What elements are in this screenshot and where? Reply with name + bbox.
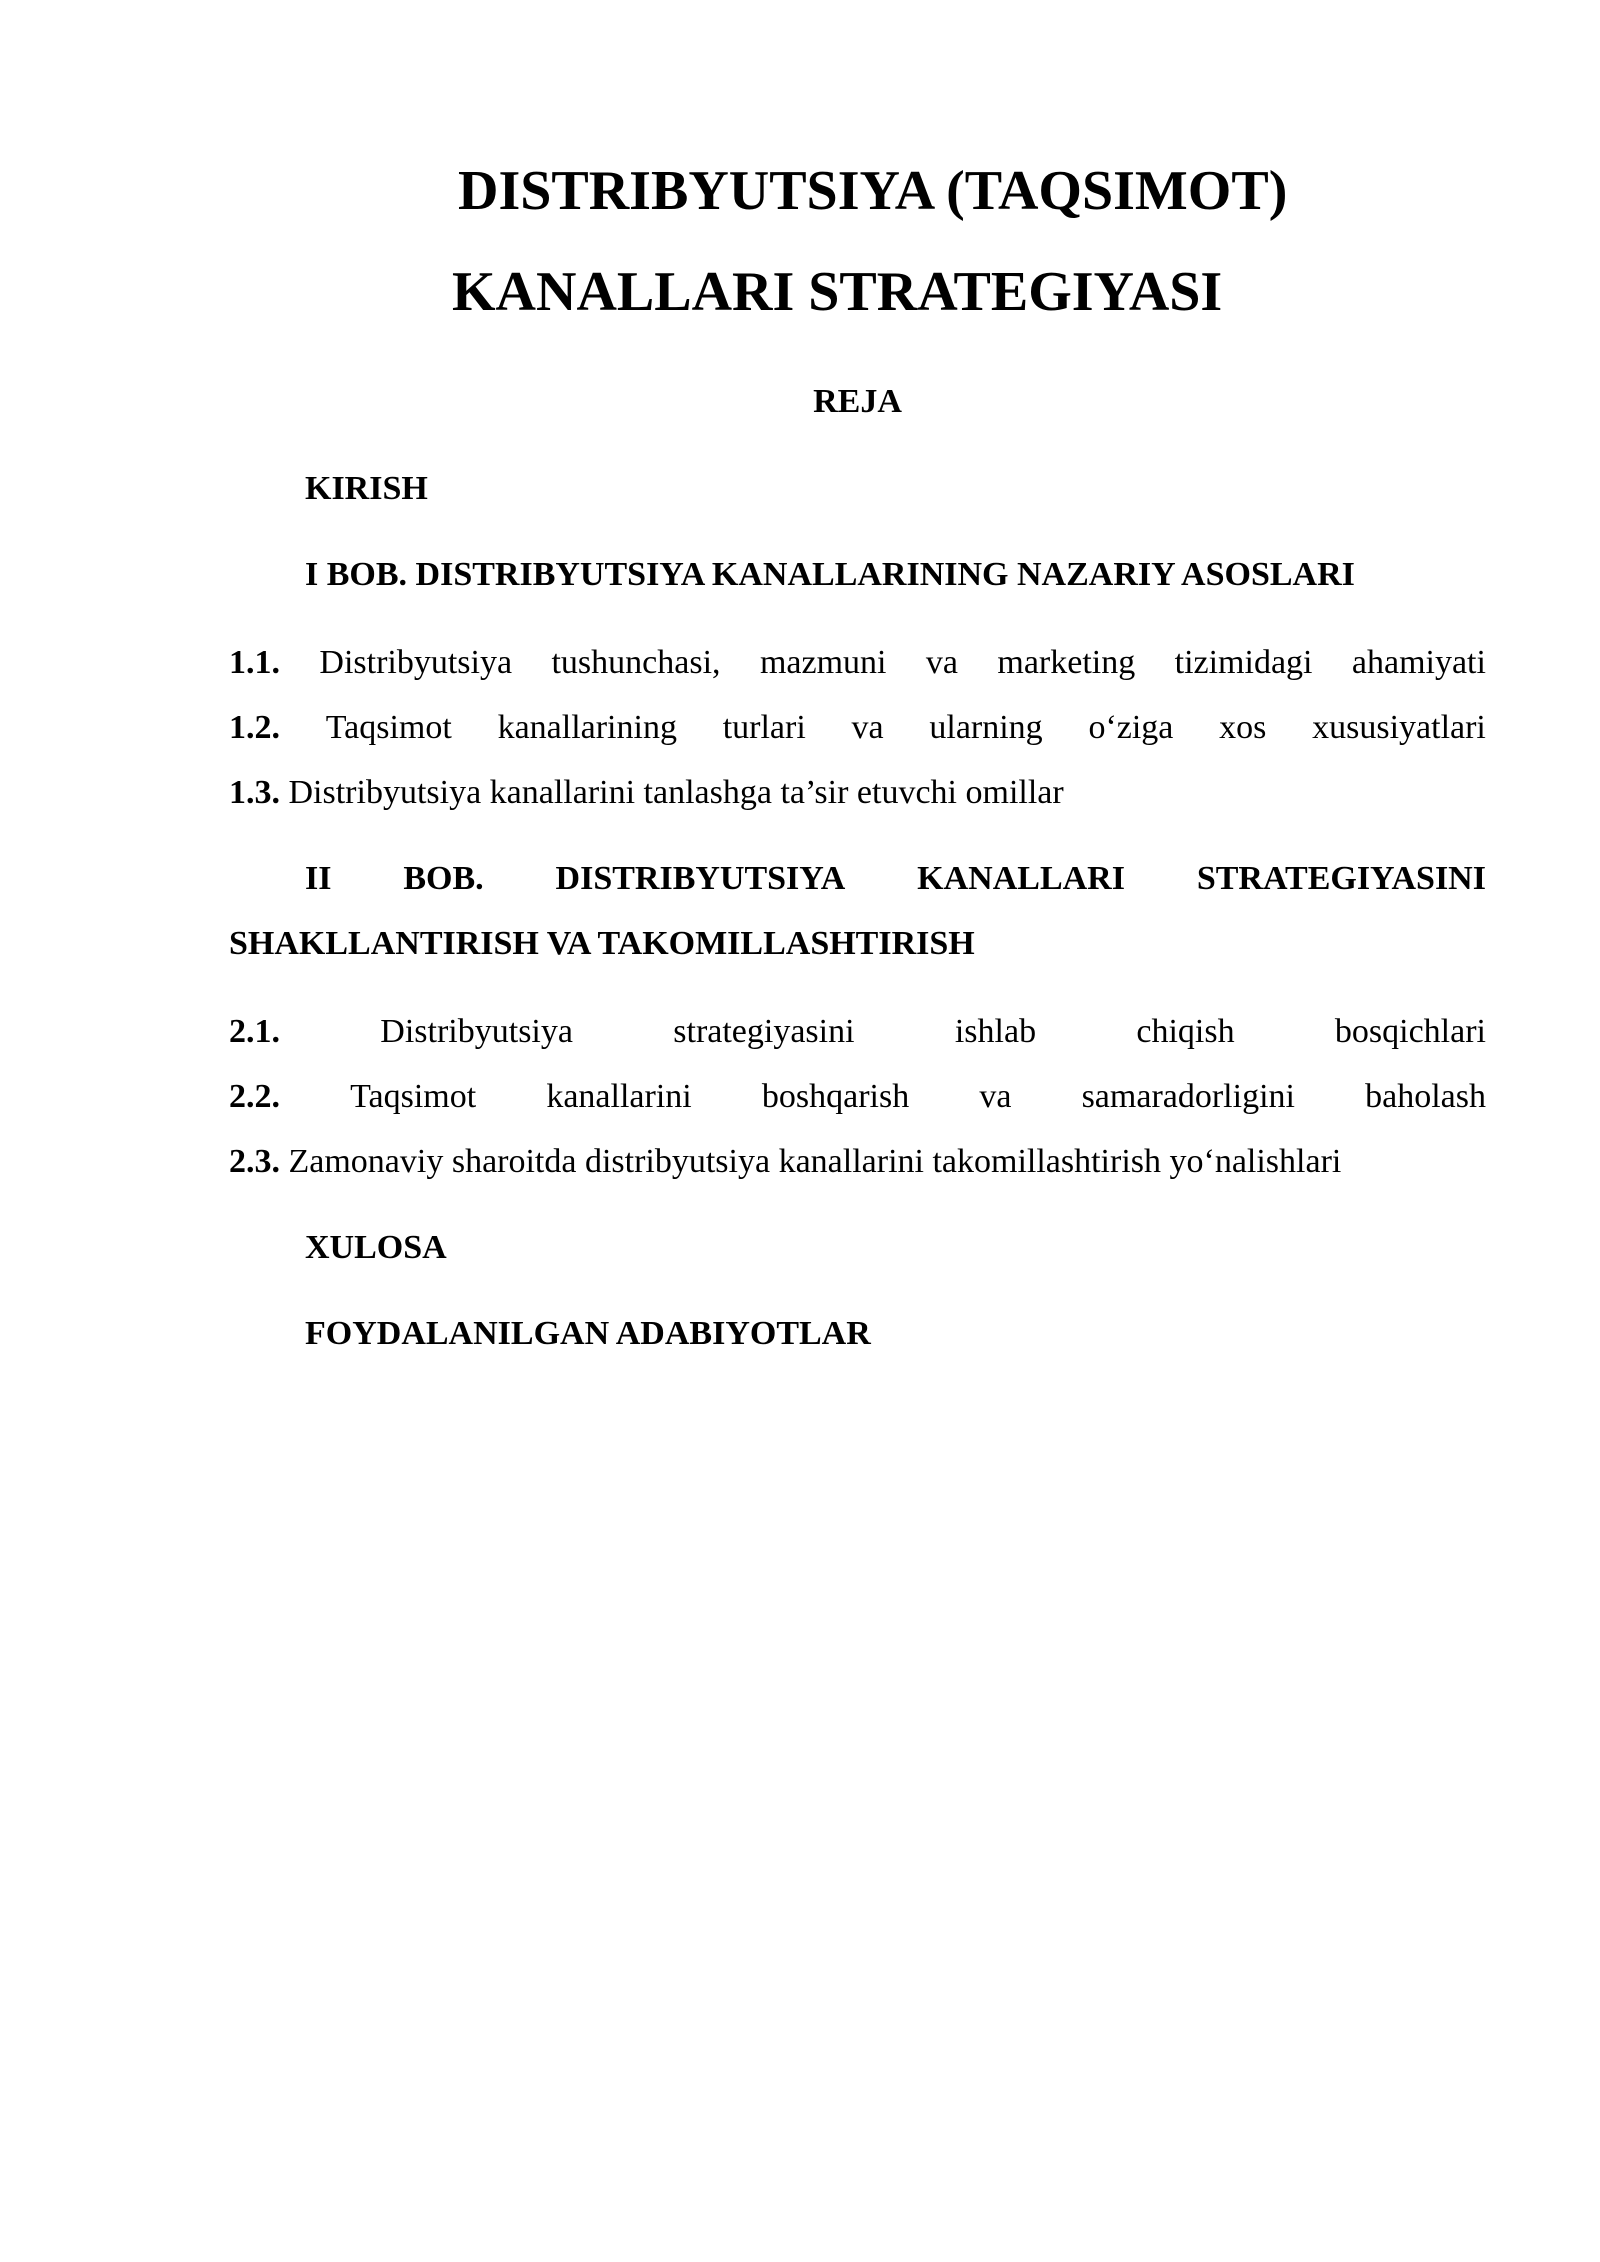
word: marketing <box>997 644 1136 681</box>
word: ularning <box>929 709 1043 746</box>
word: baholash <box>1365 1078 1486 1115</box>
word: strategiyasini <box>673 1013 855 1050</box>
toc-item-number: 2.2. <box>229 1078 280 1115</box>
word: DISTRIBYUTSIYA <box>555 860 846 897</box>
word: xususiyatlari <box>1312 709 1486 746</box>
toc-item-text: Distribyutsiya kanallarini tanlashga ta’sir etuvchi omillar <box>288 774 1064 811</box>
word: Taqsimot <box>350 1078 477 1115</box>
toc-item-2-2 <box>229 1080 1486 1114</box>
toc-item-text: Zamonaviy sharoitda distribyutsiya kanallarini takomillashtirish yo‘nalishlari <box>288 1143 1342 1180</box>
word: mazmuni <box>759 644 887 681</box>
toc-item-1-3 <box>229 776 1486 810</box>
word: STRATEGIYASINI <box>1196 860 1486 897</box>
chapter-2-heading-line-1 <box>229 862 1486 896</box>
toc-item-1-2 <box>229 711 1486 745</box>
word: ahamiyati <box>1351 644 1486 681</box>
toc-item-number: 1.2. <box>229 709 280 746</box>
plan-heading: REJA <box>813 383 902 420</box>
word: bosqichlari <box>1334 1013 1486 1050</box>
toc-item-2-1 <box>229 1015 1486 1049</box>
word: boshqarish <box>761 1078 910 1115</box>
word: va <box>979 1078 1012 1115</box>
word: tushunchasi, <box>551 644 721 681</box>
word: va <box>851 709 884 746</box>
chapter-1-heading: I BOB. DISTRIBYUTSIYA KANALLARINING NAZARIY ASOSLARI <box>305 556 1355 593</box>
toc-item-number: 2.1. <box>229 1013 280 1050</box>
conclusion-heading: XULOSA <box>305 1229 447 1266</box>
word: turlari <box>722 709 806 746</box>
word: Distribyutsiya <box>319 644 513 681</box>
word: kanallarini <box>546 1078 692 1115</box>
word: Distribyutsiya <box>380 1013 573 1050</box>
word: kanallarining <box>497 709 677 746</box>
word: ishlab <box>954 1013 1037 1050</box>
toc-item-number: 1.1. <box>229 644 280 681</box>
word: II <box>305 860 332 897</box>
word: chiqish <box>1136 1013 1235 1050</box>
word: xos <box>1219 709 1267 746</box>
toc-item-number: 1.3. <box>229 774 280 811</box>
word: tizimidagi <box>1174 644 1313 681</box>
document-title-line-1: DISTRIBYUTSIYA (TAQSIMOT) <box>458 160 1288 222</box>
toc-item-2-3 <box>229 1145 1486 1179</box>
toc-item-1-1 <box>229 646 1486 680</box>
word: o‘ziga <box>1088 709 1174 746</box>
word: samaradorligini <box>1081 1078 1295 1115</box>
chapter-2-heading-line-2: SHAKLLANTIRISH VA TAKOMILLASHTIRISH <box>229 925 975 962</box>
word: Taqsimot <box>325 709 452 746</box>
word: va <box>925 644 958 681</box>
document-title-line-2: KANALLARI STRATEGIYASI <box>452 261 1223 323</box>
introduction-heading: KIRISH <box>305 470 428 507</box>
toc-item-number: 2.3. <box>229 1143 280 1180</box>
word: BOB. <box>403 860 484 897</box>
word: KANALLARI <box>917 860 1125 897</box>
references-heading: FOYDALANILGAN ADABIYOTLAR <box>305 1315 871 1352</box>
